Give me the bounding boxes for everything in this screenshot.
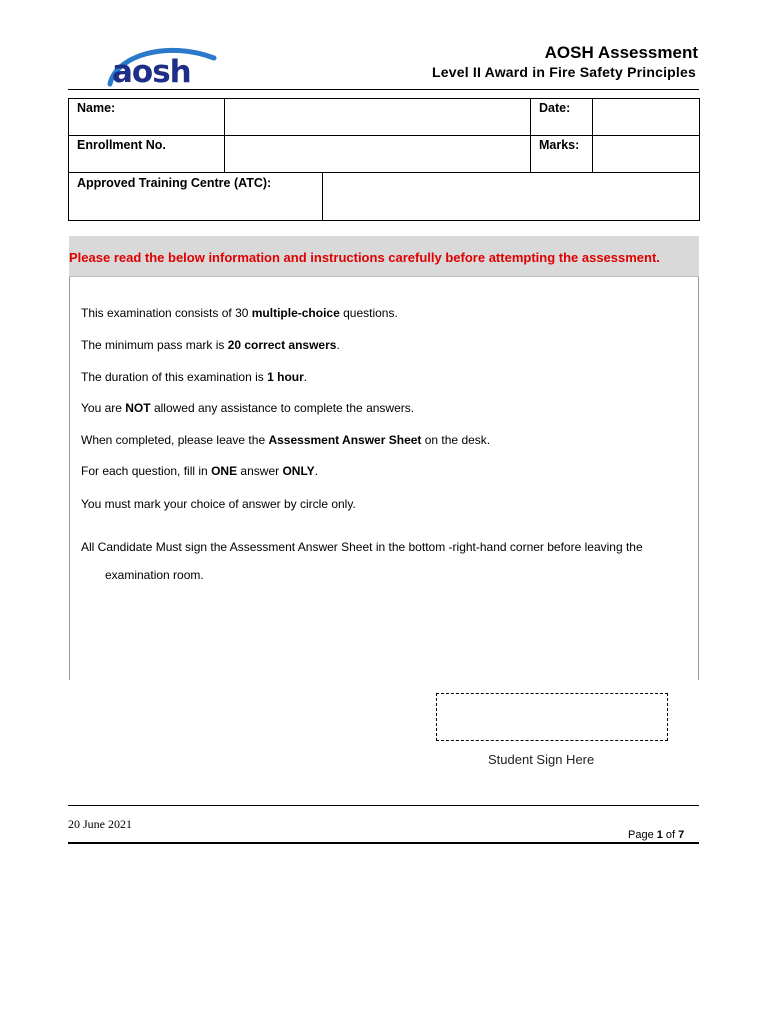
footer-divider-bottom [68,842,699,844]
enrollment-label-cell [69,136,225,173]
atc-label-cell [69,173,323,221]
instruction-line: You must mark your choice of answer by circle only. [81,497,356,511]
student-signature-label: Student Sign Here [488,752,595,767]
instructions-panel [69,236,699,680]
atc-table [68,172,700,221]
page-number: Page 1 of 7 [628,829,685,841]
marks-field[interactable] [593,136,700,173]
candidate-info-table [68,98,700,173]
instruction-line-signature: All Candidate Must sign the Assessment Answer Sheet in the bottom -right-hand corner before leaving the [81,540,643,554]
instruction-line: This examination consists of 30 multiple-choice questions. [81,306,398,320]
footer-divider-top [68,805,699,806]
instructions-heading: Please read the below information and instructions carefully before attempting the assessment. [69,250,660,265]
document-title: AOSH Assessment [544,43,698,62]
date-label-cell [531,99,593,136]
instruction-line: You are NOT allowed any assistance to complete the answers. [81,401,415,415]
name-label-cell [69,99,225,136]
atc-field[interactable] [323,173,700,221]
header-divider [68,89,699,90]
footer-date: 20 June 2021 [68,817,132,831]
document-subtitle: Level II Award in Fire Safety Principles [432,64,696,80]
name-label: Name: [77,101,116,115]
instruction-line: When completed, please leave the Assessment Answer Sheet on the desk. [81,433,491,447]
atc-label: Approved Training Centre (ATC): [77,176,272,190]
enrollment-field[interactable] [225,136,531,173]
marks-label-cell [531,136,593,173]
marks-label: Marks: [539,138,580,152]
logo-text: aosh [112,54,191,90]
instruction-line-signature-cont: examination room. [105,568,204,582]
student-signature-box[interactable] [436,693,668,741]
name-field[interactable] [225,99,531,136]
enrollment-label: Enrollment No. [77,138,166,152]
instruction-line: The duration of this examination is 1 hour. [81,370,308,384]
instruction-line: For each question, fill in ONE answer ONLY. [81,464,319,478]
date-label: Date: [539,101,571,115]
instruction-line: The minimum pass mark is 20 correct answers. [81,338,340,352]
date-field[interactable] [593,99,700,136]
